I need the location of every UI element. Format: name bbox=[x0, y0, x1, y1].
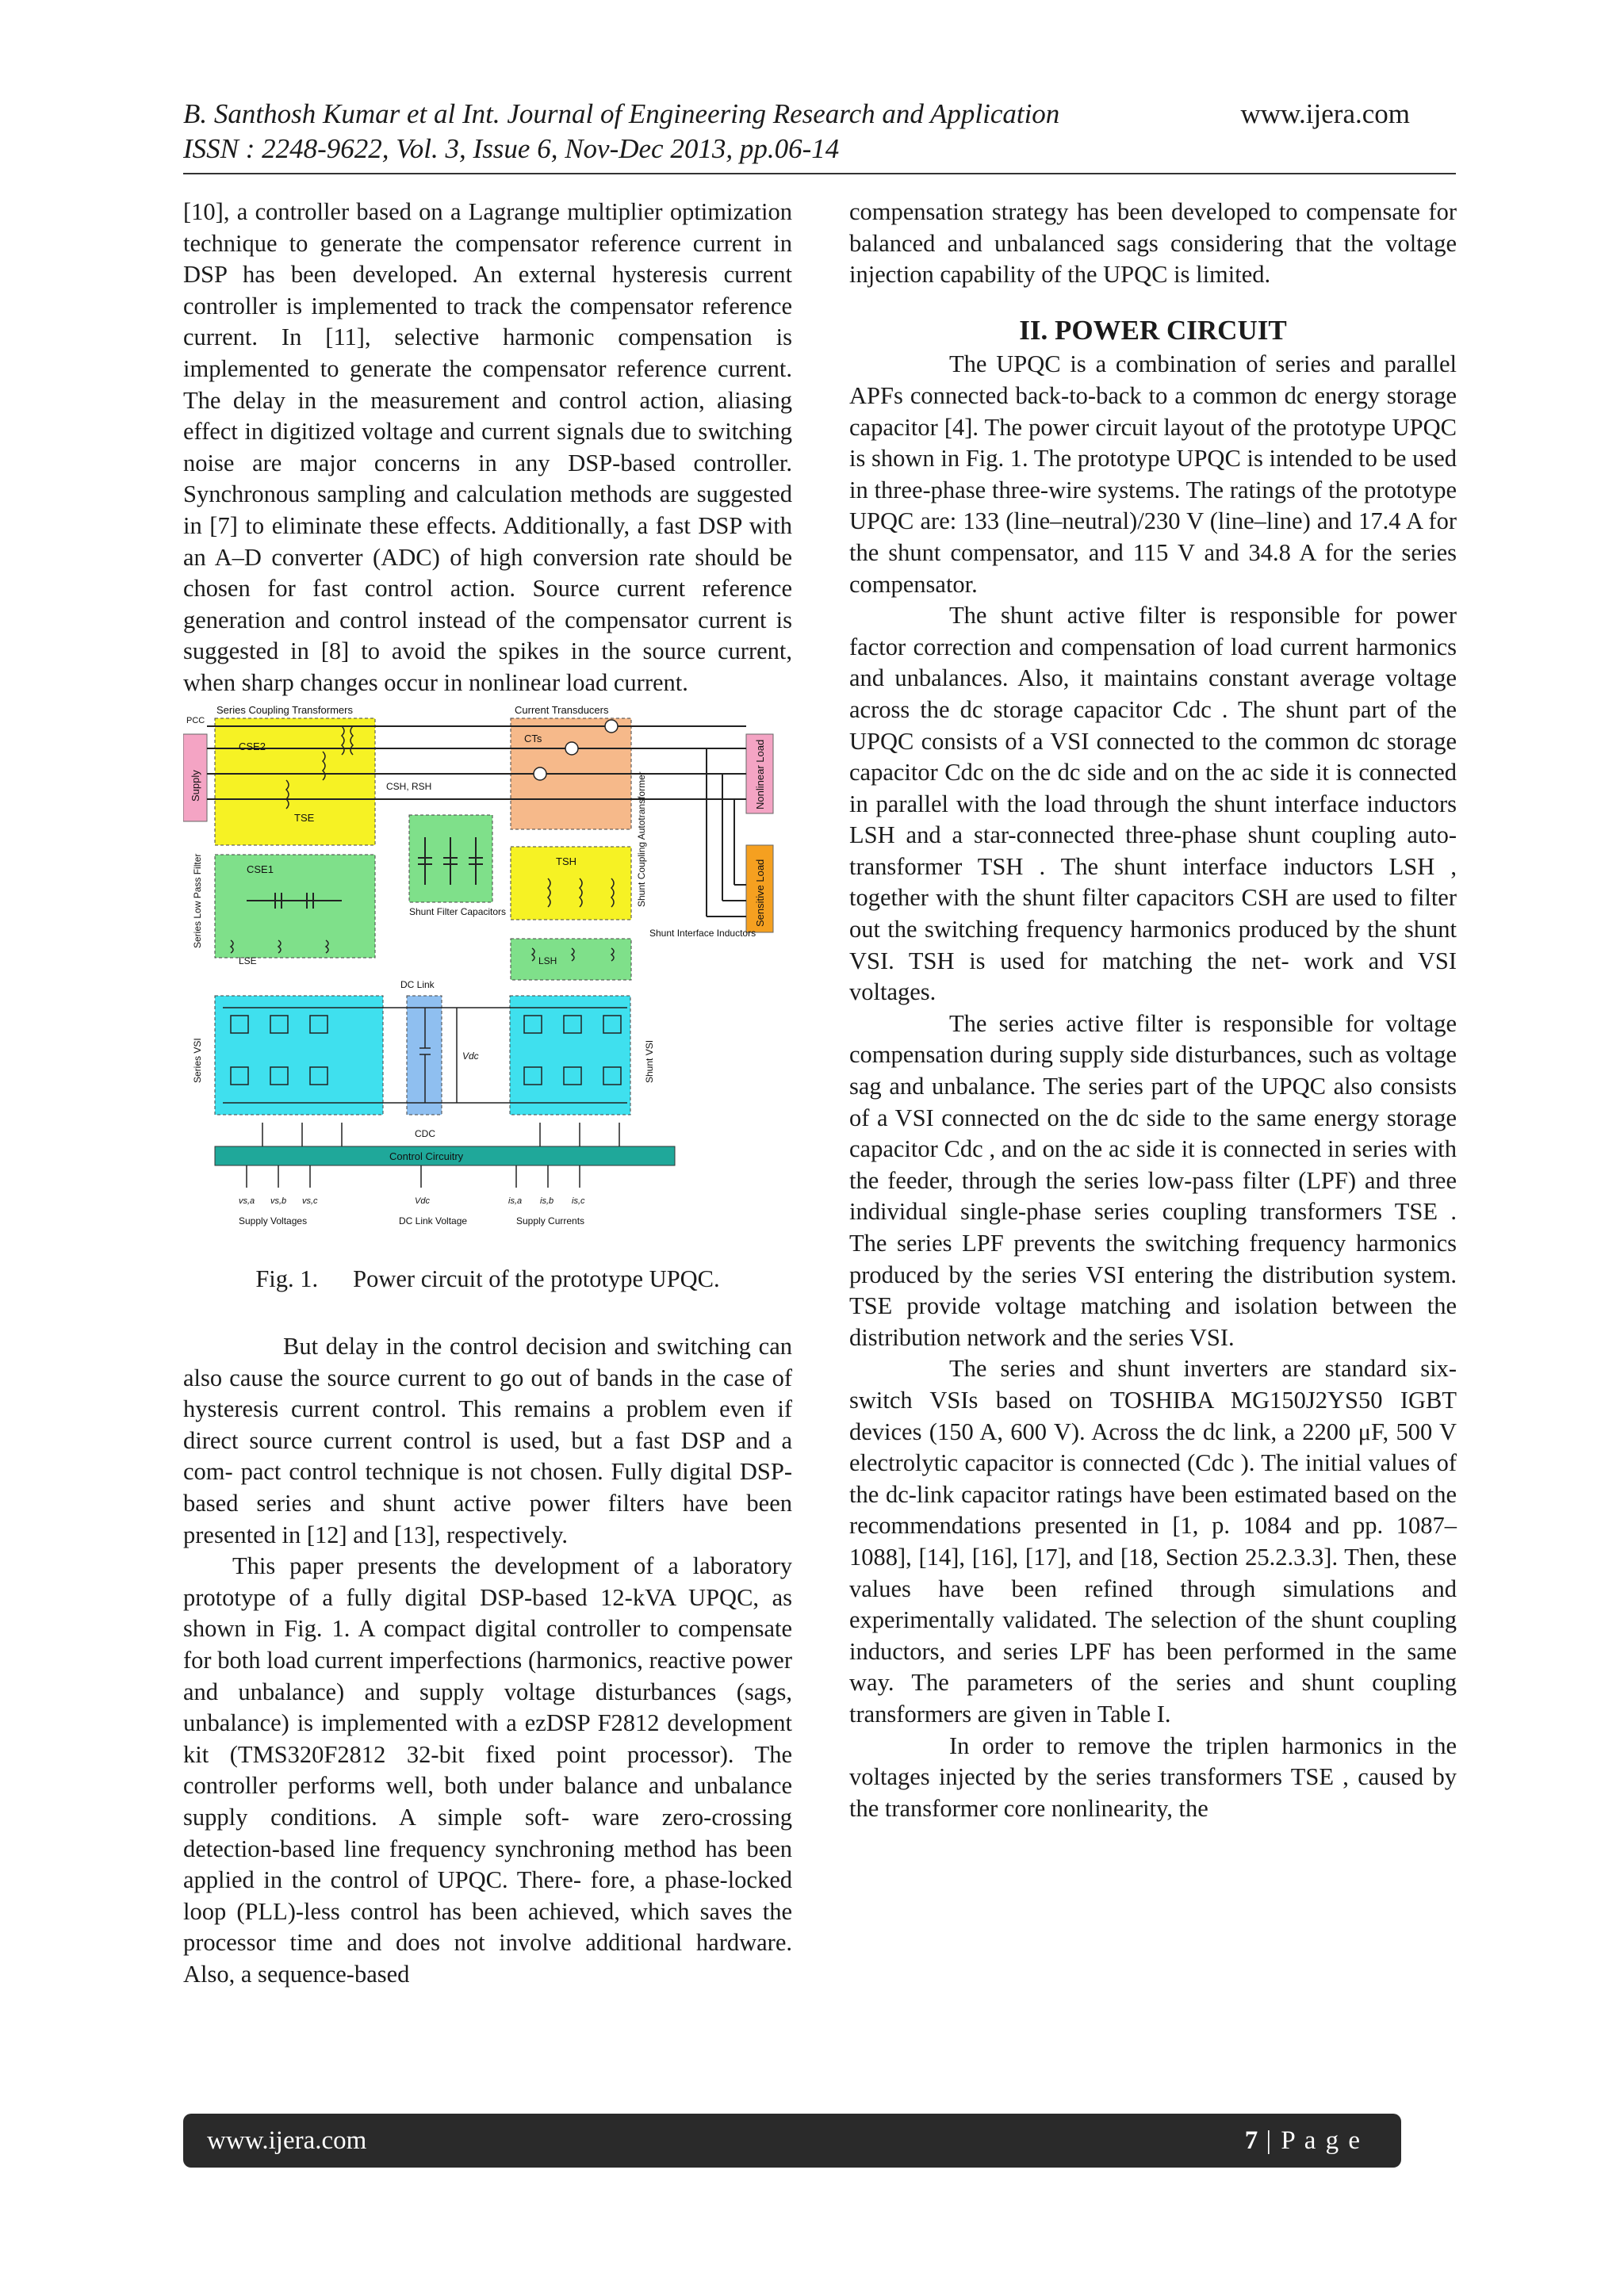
label-vsb: vs,b bbox=[270, 1196, 287, 1206]
right-paragraph-3: The shunt active filter is responsible for power factor correction and compensation of load current harmonics and unbalances. Also, it maintains constant average voltage across the dc storage capacitor Cdc . The shunt part of the UPQC consists of a VSI connected to the common dc storage capacitor Cdc on the dc side and on the ac side it is connected in parallel with the load through the shunt interface inductors LSH and a star-connected three-phase shunt coupling auto-transformer TSH . The shunt interface inductors LSH , together with the shunt filter capacitors CSH are used to filter out the switching frequency harmonics produced by the shunt VSI. TSH is used for matching the net- work and VSI voltages. bbox=[849, 602, 1457, 1006]
figure-caption-number: Fig. 1. bbox=[255, 1265, 319, 1292]
left-column bbox=[183, 197, 792, 1991]
figure-1 bbox=[183, 702, 792, 1295]
label-dc-link-voltage: DC Link Voltage bbox=[399, 1215, 468, 1226]
label-supply-currents: Supply Currents bbox=[516, 1215, 585, 1226]
header-site-link[interactable]: www.ijera.com bbox=[1240, 98, 1410, 129]
header-citation: B. Santhosh Kumar et al Int. Journal of Engineering Research and Application bbox=[183, 98, 1060, 129]
left-paragraph-1: [10], a controller based on a Lagrange multiplier optimization technique to generate the compensator reference current in DSP has been developed. An external hysteresis current controller is implemented to track the compensator reference current. In [11], selective harmonic compensation is implemented to generate the compensator reference current. The delay in the measurement and control action, aliasing effect in digitized voltage and current signals due to switching noise are major concerns in any DSP-based controller. Synchronous sampling and calculation methods are suggested in [7] to eliminate these effects. Additionally, a fast DSP with an A–D converter (ADC) of high conversion rate should be chosen for fast control action. Source current reference generation and control instead of the compensator current is suggested in [8] to avoid the spikes in the source current, when sharp changes occur in nonlinear load current. bbox=[183, 198, 792, 696]
label-isc: is,c bbox=[572, 1196, 585, 1206]
label-tsh: TSH bbox=[556, 855, 576, 867]
label-supply: Supply bbox=[190, 769, 201, 802]
right-paragraph-4: The series active filter is responsible for voltage compensation during supply side disturbances, such as voltage sag and unbalance. The series part of the UPQC also consists of a VSI connected on the dc side to the same energy storage capacitor Cdc , and on the ac side it is connected in series with the feeder, through the series low-pass filter (LPF) and three individual single-phase series coupling transformers TSE . The series LPF prevents the switching frequency harmonics produced by the series VSI entering the distribution system. TSE provide voltage matching and isolation between the distribution network and the series VSI. bbox=[849, 1009, 1457, 1351]
label-dc-link: DC Link bbox=[400, 978, 435, 990]
right-paragraph-6: In order to remove the triplen harmonics in the voltages injected by the series transformers TSE , caused by the transformer core nonlinearity, the bbox=[849, 1732, 1457, 1822]
label-sensitive-load: Sensitive Load bbox=[754, 859, 766, 927]
label-lse: LSE bbox=[239, 955, 257, 966]
shunt-vsi-block bbox=[510, 996, 630, 1115]
upqc-power-circuit-diagram bbox=[183, 702, 792, 1257]
label-series-coupling: Series Coupling Transformers bbox=[216, 703, 353, 716]
footer-page-word: | P a g e bbox=[1258, 2126, 1362, 2155]
label-control-circuitry: Control Circuitry bbox=[389, 1150, 464, 1162]
label-cdc: CDC bbox=[415, 1127, 435, 1139]
footer-site-link[interactable]: www.ijera.com bbox=[207, 2126, 367, 2155]
label-nonlinear-load: Nonlinear Load bbox=[754, 739, 766, 809]
label-shunt-interface: Shunt Interface Inductors bbox=[649, 927, 756, 939]
label-vsc: vs,c bbox=[302, 1196, 318, 1206]
label-csh-rsh: CSH, RSH bbox=[386, 780, 432, 792]
label-current-transducers: Current Transducers bbox=[515, 703, 609, 716]
label-cse2: CSE2 bbox=[239, 740, 266, 752]
dc-link-block bbox=[407, 996, 442, 1115]
footer-page-indicator bbox=[1245, 2114, 1362, 2168]
label-tse: TSE bbox=[294, 811, 315, 824]
footer-page-number: 7 bbox=[1244, 2126, 1258, 2155]
right-paragraph-1: compensation strategy has been developed to compensate for balanced and unbalanced sags considering that the voltage injection capability of the UPQC is limited. bbox=[849, 198, 1457, 289]
label-vsa: vs,a bbox=[239, 1196, 255, 1206]
page-footer bbox=[183, 2114, 1401, 2168]
right-column bbox=[849, 197, 1457, 1824]
figure-caption-text: Power circuit of the prototype UPQC. bbox=[353, 1265, 720, 1292]
label-shunt-filter-caps: Shunt Filter Capacitors bbox=[409, 905, 507, 917]
label-cts: CTs bbox=[524, 732, 542, 744]
label-pcc: PCC bbox=[186, 715, 205, 725]
section-title: II. POWER CIRCUIT bbox=[1019, 314, 1287, 346]
label-series-vsi: Series VSI bbox=[192, 1037, 203, 1083]
left-paragraph-2: But delay in the control decision and switching can also cause the source current to go out of bands in the case of hysteresis current control. This remains a problem even if direct source current control is used, but a fast DSP and a com- pact control technique is not chosen. Fully digital DSP-based series and shunt active power filters have been presented in [12] and [13], respectively. bbox=[183, 1333, 792, 1548]
label-shunt-coupling-auto: Shunt Coupling Autotransformer bbox=[636, 771, 647, 907]
label-isa: is,a bbox=[508, 1196, 523, 1206]
label-vdc: Vdc bbox=[462, 1050, 479, 1062]
label-lsh: LSH bbox=[538, 955, 557, 966]
running-header bbox=[183, 97, 1410, 166]
header-issn: ISSN : 2248-9622, Vol. 3, Issue 6, Nov-Dec 2013, pp.06-14 bbox=[183, 133, 840, 164]
series-lpf-block bbox=[215, 855, 375, 958]
label-series-lpf: Series Low Pass Filter bbox=[192, 853, 203, 948]
right-paragraph-5: The series and shunt inverters are standard six-switch VSIs based on TOSHIBA MG150J2YS50 IGBT devices (150 A, 600 V). Across the dc link, a 2200 μF, 500 V electrolytic capacitor is connected (Cdc ). The initial values of the dc-link capacitor ratings have been estimated based on the recommendations presented in [1, p. 1084 and pp. 1087–1088], [14], [16], [17], and [18, Section 25.2.3.3]. Then, these values have been refined through simulations and experimentally validated. The selection of the shunt coupling inductors, and series LPF has been performed in the same way. The parameters of the series and shunt coupling transformers are given in Table I. bbox=[849, 1355, 1457, 1728]
label-isb: is,b bbox=[540, 1196, 554, 1206]
header-divider bbox=[183, 173, 1456, 174]
label-shunt-vsi: Shunt VSI bbox=[644, 1039, 655, 1083]
series-vsi-block bbox=[215, 996, 383, 1115]
right-paragraph-2: The UPQC is a combination of series and parallel APFs connected back-to-back to a common dc energy storage capacitor [4]. The power circuit layout of the prototype UPQC is shown in Fig. 1. The prototype UPQC is intended to be used in three-phase three-wire systems. The ratings of the prototype UPQC are: 133 (line–neutral)/230 V (line–line) and 17.4 A for the shunt compensator, and 115 V and 34.8 A for the series compensator. bbox=[849, 350, 1457, 598]
figure-caption bbox=[183, 1264, 792, 1295]
label-vdc-bottom: Vdc bbox=[415, 1196, 430, 1206]
label-supply-voltages: Supply Voltages bbox=[239, 1215, 308, 1226]
label-cse1: CSE1 bbox=[247, 863, 274, 875]
left-paragraph-3: This paper presents the development of a laboratory prototype of a fully digital DSP-based 12-kVA UPQC, as shown in Fig. 1. A compact digital controller to compensate for both load current imperfections (harmonics, reactive power and unbalance) and supply voltage disturbances (sags, unbalance) is implemented with a ezDSP F2812 development kit (TMS320F2812 32-bit fixed point processor). The controller performs well, both under balance and unbalance supply conditions. A simple soft- ware zero-crossing detection-based line frequency synchroning method has been applied in the control of UPQC. There- fore, a phase-locked loop (PLL)-less control has been achieved, which saves the processor time and does not involve additional hardware. Also, a sequence-based bbox=[183, 1552, 792, 1988]
